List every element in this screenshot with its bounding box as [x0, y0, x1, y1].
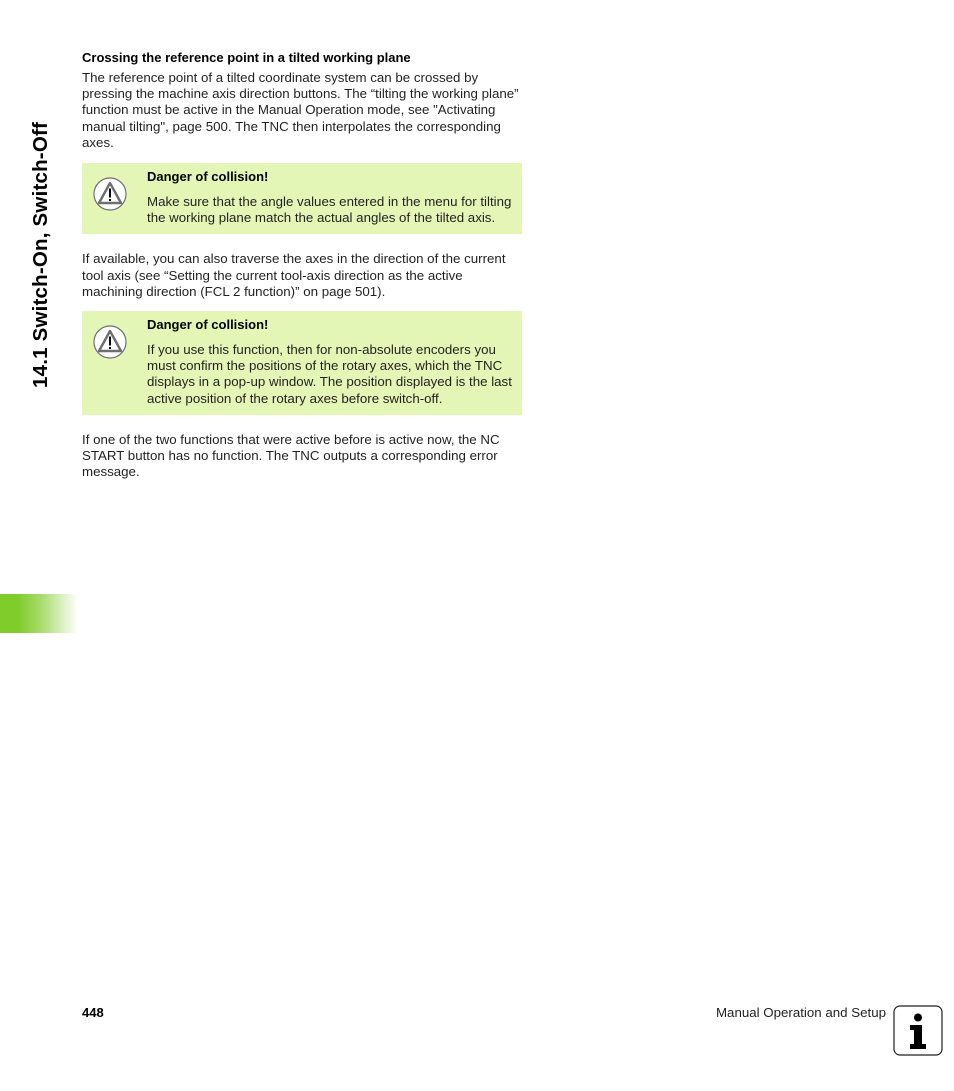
outro-paragraph: If one of the two functions that were active before is active now, the NC START button has no function. The TNC outputs a corresponding error message. — [82, 431, 500, 480]
warning-triangle-icon — [93, 325, 127, 359]
intro-paragraph: The reference point of a tilted coordinate system can be crossed by pressing the machine axis direction buttons. The “tilting the working plane” function must be active in the Manual Operation mode, see "Activating manual tilting", page 500. The TNC then interpolates the corresponding axes. — [82, 70, 519, 150]
warning-title: Danger of collision! — [147, 317, 269, 333]
footer-section-name: Manual Operation and Setup — [715, 1005, 886, 1020]
section-heading: Crossing the reference point in a tilted working plane — [82, 50, 411, 65]
middle-paragraph: If available, you can also traverse the axes in the direction of the current tool axis (see “Setting the current tool-axis direction as the active machining direction (FCL 2 function)” on page 501). — [82, 251, 506, 299]
chapter-tab-marker — [0, 594, 78, 633]
page-number: 448 — [82, 1005, 104, 1020]
chapter-side-title — [22, 48, 62, 388]
collision-warning-box — [82, 311, 522, 415]
warning-title: Danger of collision! — [147, 169, 269, 185]
warning-text: If you use this function, then for non-absolute encoders you must confirm the positions of the rotary axes, which the TNC displays in a pop-up window. The position displayed is the last active position of the rotary axes before switch-off. — [147, 342, 512, 406]
info-icon — [893, 1005, 943, 1056]
collision-warning-box — [82, 163, 522, 234]
chapter-title-text: 14.1 Switch-On, Switch-Off — [29, 121, 52, 388]
warning-text: Make sure that the angle values entered in the menu for tilting the working plane match the actual angles of the tilted axis. — [147, 194, 512, 226]
page-content — [82, 50, 522, 480]
warning-triangle-icon — [93, 177, 127, 211]
